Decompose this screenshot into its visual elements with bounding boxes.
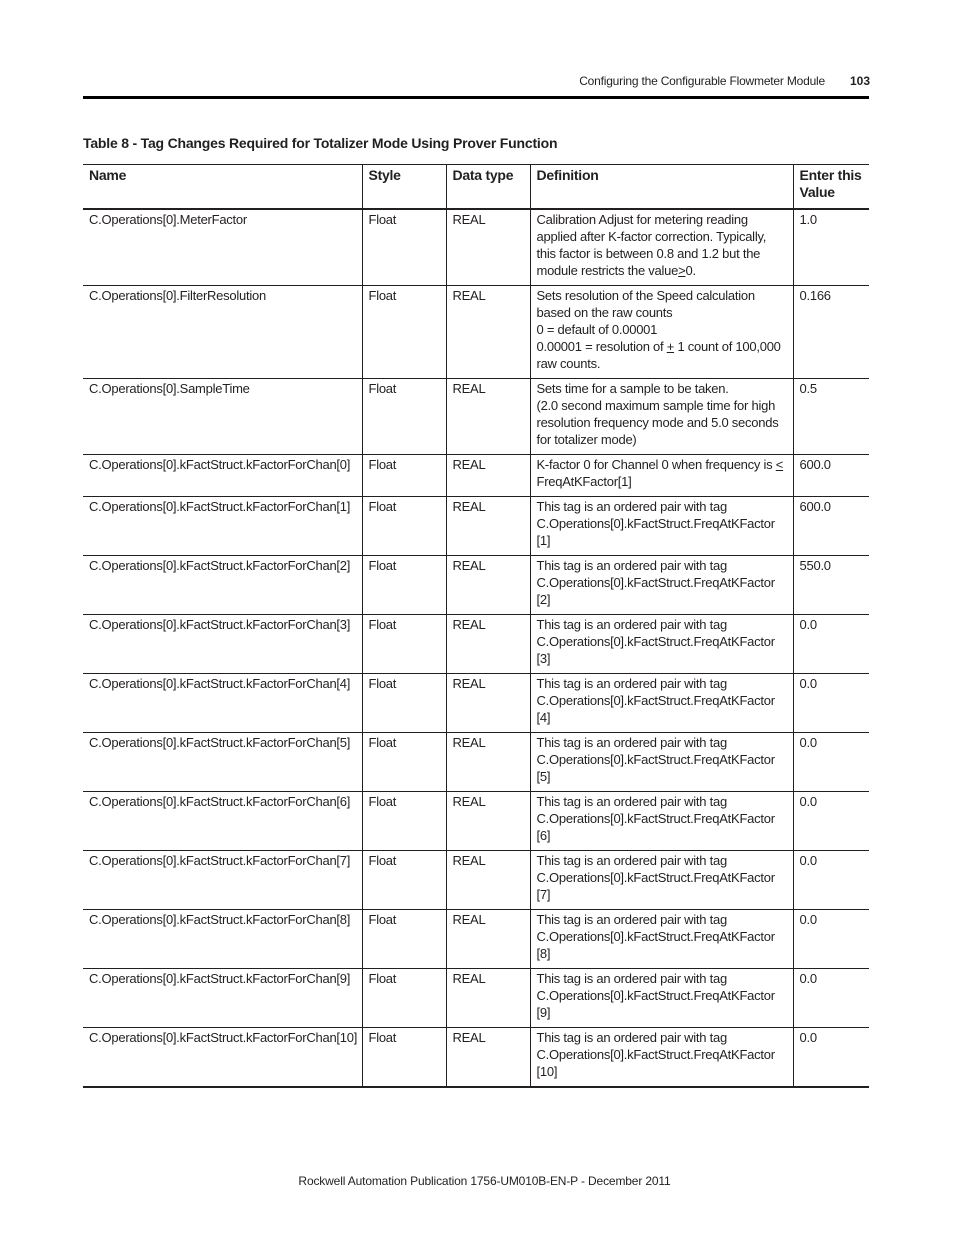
tag-value: 0.0 [793, 792, 869, 851]
column-header-value: Enter this Value [793, 165, 869, 210]
tag-value: 0.0 [793, 969, 869, 1028]
tag-value: 0.0 [793, 674, 869, 733]
tag-definition [530, 379, 793, 455]
definition-text: Calibration Adjust for metering reading applied after K-factor correction. Typically, this factor is between 0.8 and 1.2 but the module restricts the value [536, 212, 767, 278]
tag-name: C.Operations[0].SampleTime [83, 379, 362, 455]
tag-changes-table [83, 164, 869, 1088]
tag-style: Float [362, 910, 446, 969]
tag-name: C.Operations[0].kFactStruct.kFactorForChan[3] [83, 615, 362, 674]
tag-definition: This tag is an ordered pair with tag C.Operations[0].kFactStruct.FreqAtKFactor [6] [530, 792, 793, 851]
tag-definition: This tag is an ordered pair with tag C.Operations[0].kFactStruct.FreqAtKFactor [9] [530, 969, 793, 1028]
tag-definition: This tag is an ordered pair with tag C.Operations[0].kFactStruct.FreqAtKFactor [8] [530, 910, 793, 969]
table-row [83, 792, 869, 851]
table-row [83, 497, 869, 556]
tag-name: C.Operations[0].kFactStruct.kFactorForChan[10] [83, 1028, 362, 1088]
header-rule [83, 96, 869, 99]
definition-text: K-factor 0 for Channel 0 when frequency is [536, 457, 776, 472]
less-equal-symbol: < [775, 457, 784, 472]
table-row [83, 910, 869, 969]
definition-line: (2.0 second maximum sample time for high resolution frequency mode and 5.0 seconds for totalizer mode) [536, 398, 779, 447]
tag-style: Float [362, 674, 446, 733]
tag-style: Float [362, 615, 446, 674]
tag-data-type: REAL [446, 286, 530, 379]
tag-style: Float [362, 969, 446, 1028]
table-row [83, 556, 869, 615]
table-row [83, 969, 869, 1028]
tag-definition: This tag is an ordered pair with tag C.Operations[0].kFactStruct.FreqAtKFactor [2] [530, 556, 793, 615]
page-number: 103 [850, 74, 871, 88]
definition-line: Sets resolution of the Speed calculation based on the raw counts [536, 288, 755, 320]
tag-style: Float [362, 792, 446, 851]
table-header-row [83, 165, 869, 210]
table-caption: Table 8 - Tag Changes Required for Totalizer Mode Using Prover Function [83, 135, 558, 151]
tag-value: 0.0 [793, 851, 869, 910]
definition-text: 0.00001 = resolution of [536, 339, 667, 354]
tag-style: Float [362, 286, 446, 379]
tag-style: Float [362, 851, 446, 910]
tag-data-type: REAL [446, 851, 530, 910]
tag-data-type: REAL [446, 674, 530, 733]
column-header-data-type: Data type [446, 165, 530, 210]
definition-line: Sets time for a sample to be taken. [536, 381, 729, 396]
definition-text: 0. [685, 263, 696, 278]
tag-name: C.Operations[0].kFactStruct.kFactorForChan[9] [83, 969, 362, 1028]
tag-name: C.Operations[0].FilterResolution [83, 286, 362, 379]
tag-style: Float [362, 209, 446, 286]
tag-name: C.Operations[0].kFactStruct.kFactorForChan[6] [83, 792, 362, 851]
tag-definition: This tag is an ordered pair with tag C.Operations[0].kFactStruct.FreqAtKFactor [5] [530, 733, 793, 792]
table-row [83, 209, 869, 286]
tag-style: Float [362, 1028, 446, 1088]
column-header-style: Style [362, 165, 446, 210]
tag-definition [530, 209, 793, 286]
tag-data-type: REAL [446, 556, 530, 615]
tag-name: C.Operations[0].kFactStruct.kFactorForChan[4] [83, 674, 362, 733]
definition-text: FreqAtKFactor[1] [536, 474, 632, 489]
table-row [83, 1028, 869, 1088]
tag-name: C.Operations[0].kFactStruct.kFactorForChan[8] [83, 910, 362, 969]
tag-data-type: REAL [446, 497, 530, 556]
tag-value: 1.0 [793, 209, 869, 286]
tag-definition: This tag is an ordered pair with tag C.Operations[0].kFactStruct.FreqAtKFactor [1] [530, 497, 793, 556]
tag-data-type: REAL [446, 455, 530, 497]
definition-text: 1 count of 100,000 raw counts. [536, 339, 781, 371]
tag-value: 0.5 [793, 379, 869, 455]
tag-data-type: REAL [446, 969, 530, 1028]
tag-style: Float [362, 455, 446, 497]
table-row [83, 674, 869, 733]
tag-data-type: REAL [446, 379, 530, 455]
table-row [83, 379, 869, 455]
definition-line: 0 = default of 0.00001 [536, 322, 658, 337]
tag-name: C.Operations[0].kFactStruct.kFactorForChan[0] [83, 455, 362, 497]
column-header-name: Name [83, 165, 362, 210]
tag-data-type: REAL [446, 615, 530, 674]
tag-style: Float [362, 556, 446, 615]
tag-definition [530, 286, 793, 379]
tag-name: C.Operations[0].kFactStruct.kFactorForChan[7] [83, 851, 362, 910]
tag-value: 0.0 [793, 733, 869, 792]
tag-name: C.Operations[0].kFactStruct.kFactorForChan[2] [83, 556, 362, 615]
tag-value: 550.0 [793, 556, 869, 615]
tag-definition [530, 455, 793, 497]
table-row [83, 455, 869, 497]
running-header: Configuring the Configurable Flowmeter Module [579, 74, 825, 88]
tag-definition: This tag is an ordered pair with tag C.Operations[0].kFactStruct.FreqAtKFactor [10] [530, 1028, 793, 1088]
tag-definition: This tag is an ordered pair with tag C.Operations[0].kFactStruct.FreqAtKFactor [4] [530, 674, 793, 733]
table-row [83, 733, 869, 792]
tag-data-type: REAL [446, 910, 530, 969]
plus-minus-symbol: + [666, 339, 675, 354]
tag-style: Float [362, 733, 446, 792]
tag-definition: This tag is an ordered pair with tag C.Operations[0].kFactStruct.FreqAtKFactor [7] [530, 851, 793, 910]
tag-data-type: REAL [446, 1028, 530, 1088]
table-row [83, 615, 869, 674]
tag-data-type: REAL [446, 792, 530, 851]
tag-value: 0.166 [793, 286, 869, 379]
table-row [83, 851, 869, 910]
tag-value: 0.0 [793, 1028, 869, 1088]
column-header-definition: Definition [530, 165, 793, 210]
definition-line [537, 338, 788, 372]
tag-data-type: REAL [446, 733, 530, 792]
greater-equal-symbol: > [678, 263, 686, 278]
tag-value: 600.0 [793, 497, 869, 556]
tag-value: 600.0 [793, 455, 869, 497]
tag-name: C.Operations[0].kFactStruct.kFactorForChan[1] [83, 497, 362, 556]
table-row [83, 286, 869, 379]
tag-name: C.Operations[0].kFactStruct.kFactorForChan[5] [83, 733, 362, 792]
tag-name: C.Operations[0].MeterFactor [83, 209, 362, 286]
tag-definition: This tag is an ordered pair with tag C.Operations[0].kFactStruct.FreqAtKFactor [3] [530, 615, 793, 674]
tag-value: 0.0 [793, 615, 869, 674]
tag-data-type: REAL [446, 209, 530, 286]
tag-value: 0.0 [793, 910, 869, 969]
tag-style: Float [362, 497, 446, 556]
tag-style: Float [362, 379, 446, 455]
publication-footer: Rockwell Automation Publication 1756-UM010B-EN-P - December 2011 [298, 1174, 671, 1188]
